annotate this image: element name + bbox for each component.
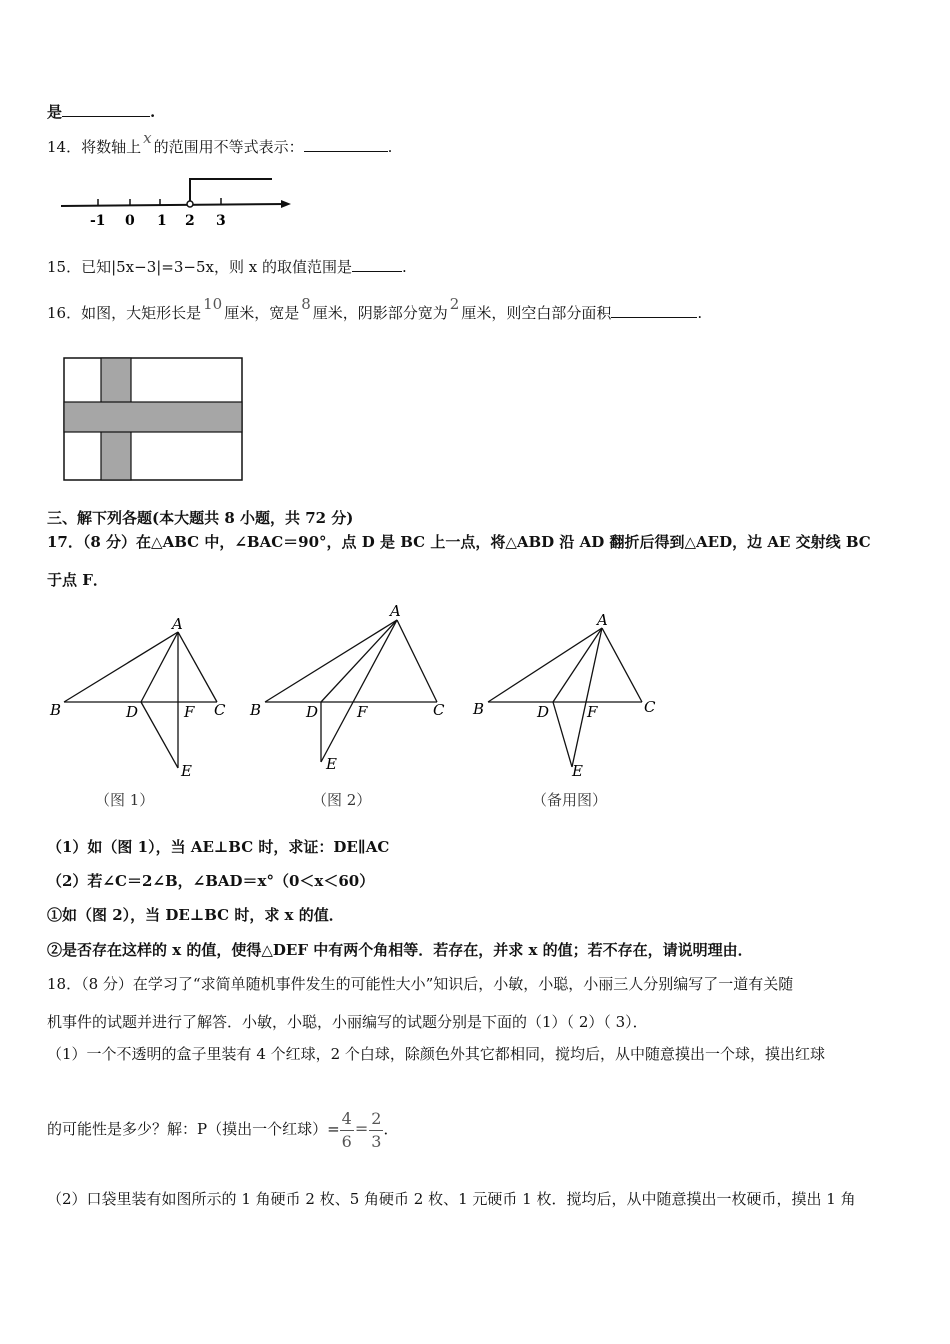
fig3-label-e: E [572, 762, 583, 780]
q14-end: . [387, 138, 393, 156]
q14-answer-blank[interactable] [304, 137, 388, 152]
q15-end: . [402, 258, 407, 276]
q16-text-3: 厘米，则空白部分面积 [461, 304, 612, 322]
q16-label: 16．如图，大矩形长是 [47, 304, 202, 322]
q16-text-1: 厘米，宽是 [224, 304, 300, 322]
q16-text-2: 厘米，阴影部分宽为 [312, 304, 448, 322]
fig1-label-f: F [184, 703, 195, 721]
fig3-caption: （备用图） [532, 791, 608, 809]
q17-line-1: 17．（8 分）在△ABC 中，∠BAC＝90°，点 D 是 BC 上一点，将△ABD 沿 AD 翻折后得到△AED，边 AE 交射线 BC [47, 533, 871, 551]
q17-part-2-1: ①如（图 2），当 DE⊥BC 时，求 x 的值． [47, 906, 344, 924]
range-bracket [190, 179, 272, 204]
fig3-label-b: B [473, 700, 485, 718]
q18-line-3: （1）一个不透明的盒子里装有 4 个红球，2 个白球，除颜色外其它都相同，搅均后，从中随意摸出一个球，摸出红球 [47, 1045, 825, 1063]
fig3-label-f: F [587, 703, 598, 721]
q18-line-2: 机事件的试题并进行了解答．小敏，小聪，小丽编写的试题分别是下面的（1）（ 2）（ 3）． [47, 1013, 648, 1031]
fig3-label-c: C [644, 698, 656, 716]
q14-var: x [143, 129, 152, 147]
fig3-label-a: A [597, 611, 608, 629]
fig1-caption: （图 1） [95, 791, 155, 809]
tick-label: 3 [216, 213, 226, 229]
q18-line-1: 18．（8 分）在学习了“求简单随机事件发生的可能性大小”知识后，小敏，小聪，小丽三人分别编写了一道有关随 [47, 975, 794, 993]
q16-answer-blank[interactable] [611, 303, 697, 318]
fig2-label-f: F [357, 703, 368, 721]
figure-backup [488, 628, 642, 767]
tick-label: 2 [185, 213, 195, 229]
q14-line [47, 129, 393, 157]
equals-sign: = [354, 1119, 369, 1138]
q16-shade-value: 2 [449, 295, 460, 313]
section-3-title: 三、解下列各题(本大题共 8 小题，共 72 分) [47, 509, 354, 527]
fig3-label-d: D [537, 703, 550, 721]
fig2-label-a: A [390, 602, 401, 620]
fig1-label-d: D [126, 703, 139, 721]
fig1-label-b: B [50, 701, 62, 719]
number-line-axis [61, 204, 288, 206]
q15-answer-blank[interactable] [352, 257, 402, 272]
q13-tail-text: 是 [47, 103, 63, 121]
fig2-label-b: B [250, 701, 262, 719]
fraction-denominator: 3 [371, 1131, 382, 1151]
q17-part-1: （1）如（图 1），当 AE⊥BC 时，求证：DE∥AC [47, 838, 390, 856]
figure-2 [265, 620, 437, 762]
q17-line-2: 于点 F． [47, 571, 108, 589]
q15-text: 15．已知|5x−3|=3−5x，则 x 的取值范围是 [47, 258, 352, 276]
q13-tail-line [47, 102, 155, 122]
figure-1 [64, 632, 217, 768]
fraction-numerator: 4 [340, 1108, 354, 1131]
fig2-label-e: E [326, 755, 337, 773]
q13-tail-end: . [150, 103, 156, 121]
q18-line-4 [47, 1105, 398, 1153]
arrow-head-icon [281, 200, 291, 208]
fraction-4-6 [340, 1108, 354, 1153]
q17-figures [40, 595, 680, 820]
tick-label: 1 [157, 213, 167, 229]
q14-text: 的范围用不等式表示： [153, 138, 304, 156]
fraction-denominator: 6 [341, 1131, 352, 1151]
q16-width-value: 8 [301, 295, 311, 313]
q15-line [47, 257, 407, 277]
q18-line-5: （2）口袋里装有如图所示的 1 角硬币 2 枚、5 角硬币 2 枚、1 元硬币 1 枚．搅均后，从中随意摸出一枚硬币，摸出 1 角 [47, 1190, 856, 1208]
tick-label: -1 [90, 213, 106, 229]
q17-part-2: （2）若∠C＝2∠B，∠BAD＝x°（0＜x＜60） [47, 872, 375, 890]
q13-answer-blank[interactable] [62, 102, 150, 117]
q16-length-value: 10 [203, 295, 223, 313]
fig2-caption: （图 2） [312, 791, 372, 809]
horizontal-shaded-strip [64, 402, 242, 432]
q14-label: 14．将数轴上 [47, 138, 142, 156]
number-line-figure [55, 170, 300, 230]
tick-label: 0 [125, 213, 135, 229]
fig1-label-a: A [172, 615, 183, 633]
q18-line-4-end: ． [383, 1120, 399, 1138]
q16-line [47, 295, 703, 323]
fig1-label-e: E [181, 762, 192, 780]
rectangle-figure [60, 354, 250, 484]
fig1-label-c: C [214, 701, 226, 719]
q17-part-2-2: ②是否存在这样的 x 的值，使得△DEF 中有两个角相等．若存在，并求 x 的值；若不存在，请说明理由． [47, 941, 753, 959]
open-point [187, 201, 193, 207]
fraction-2-3 [369, 1108, 383, 1153]
fig2-label-c: C [433, 701, 445, 719]
fig2-label-d: D [306, 703, 319, 721]
fraction-numerator: 2 [369, 1108, 383, 1131]
q18-line-4-text: 的可能性是多少？解：P（摸出一个红球）= [47, 1120, 340, 1138]
q16-end: . [697, 304, 703, 322]
